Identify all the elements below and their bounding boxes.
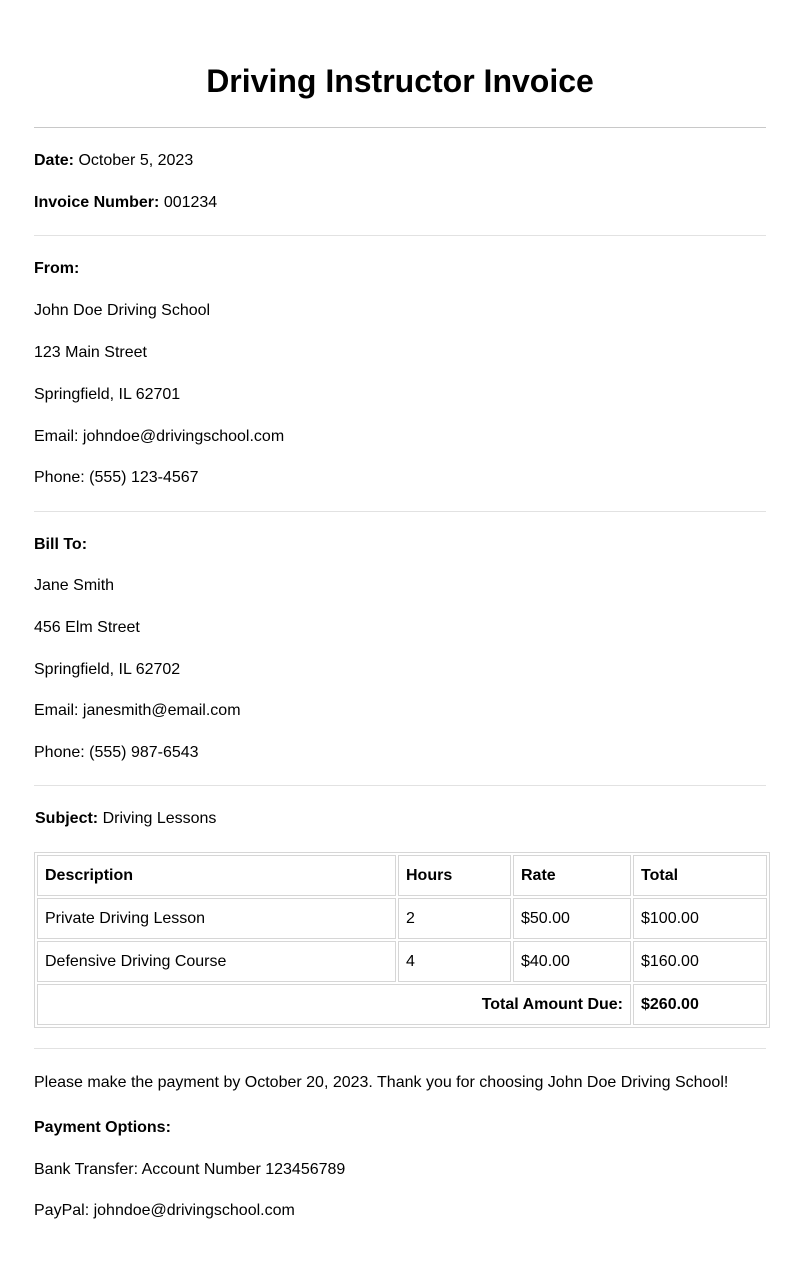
from-label: From: [34, 260, 80, 277]
bill-to-email: Email: janesmith@email.com [34, 702, 241, 719]
divider [34, 511, 766, 512]
divider [34, 785, 766, 786]
from-email: Email: johndoe@drivingschool.com [34, 428, 285, 445]
invoice-number-label: Invoice Number: [34, 194, 160, 211]
cell-description: Defensive Driving Course [37, 941, 396, 982]
divider [34, 235, 766, 236]
footer-section [34, 1073, 766, 1221]
subject-label: Subject: [35, 810, 99, 827]
table-header-row [37, 855, 767, 896]
cell-rate: $40.00 [513, 941, 631, 982]
line-items-table [34, 852, 770, 1028]
total-amount-label: Total Amount Due: [37, 984, 631, 1025]
cell-description: Private Driving Lesson [37, 898, 396, 939]
date-line [34, 151, 766, 171]
from-name: John Doe Driving School [34, 302, 211, 319]
divider [34, 127, 766, 128]
from-street: 123 Main Street [34, 344, 147, 361]
total-amount-value: $260.00 [633, 984, 767, 1025]
invoice-meta [34, 151, 766, 213]
from-phone: Phone: (555) 123-4567 [34, 469, 199, 486]
cell-total: $100.00 [633, 898, 767, 939]
payment-note: Please make the payment by October 20, 2023. Thank you for choosing John Doe Driving School! [34, 1074, 729, 1091]
cell-hours: 4 [398, 941, 511, 982]
table-row [37, 941, 767, 982]
invoice-title: Driving Instructor Invoice [206, 63, 594, 99]
bill-to-name: Jane Smith [34, 577, 115, 594]
cell-total: $160.00 [633, 941, 767, 982]
from-city: Springfield, IL 62701 [34, 386, 181, 403]
table-row [37, 898, 767, 939]
cell-rate: $50.00 [513, 898, 631, 939]
bill-to-label: Bill To: [34, 536, 88, 553]
subject-line [34, 809, 766, 829]
column-header-total: Total [633, 855, 767, 896]
total-row [37, 984, 767, 1025]
payment-options-label: Payment Options: [34, 1119, 171, 1136]
invoice-number-value: 001234 [163, 194, 218, 211]
column-header-hours: Hours [398, 855, 511, 896]
bill-to-section [34, 535, 766, 763]
invoice-page [34, 0, 766, 1221]
invoice-number-line [34, 193, 766, 213]
bill-to-city: Springfield, IL 62702 [34, 661, 181, 678]
column-header-description: Description [37, 855, 396, 896]
divider [34, 1048, 766, 1049]
date-label: Date: [34, 152, 75, 169]
bill-to-phone: Phone: (555) 987-6543 [34, 744, 199, 761]
cell-hours: 2 [398, 898, 511, 939]
date-value: October 5, 2023 [78, 152, 194, 169]
from-section [34, 259, 766, 488]
bill-to-street: 456 Elm Street [34, 619, 140, 636]
column-header-rate: Rate [513, 855, 631, 896]
paypal-info: PayPal: johndoe@drivingschool.com [34, 1202, 295, 1219]
subject-value: Driving Lessons [102, 810, 217, 827]
bank-transfer-info: Bank Transfer: Account Number 123456789 [34, 1161, 346, 1178]
